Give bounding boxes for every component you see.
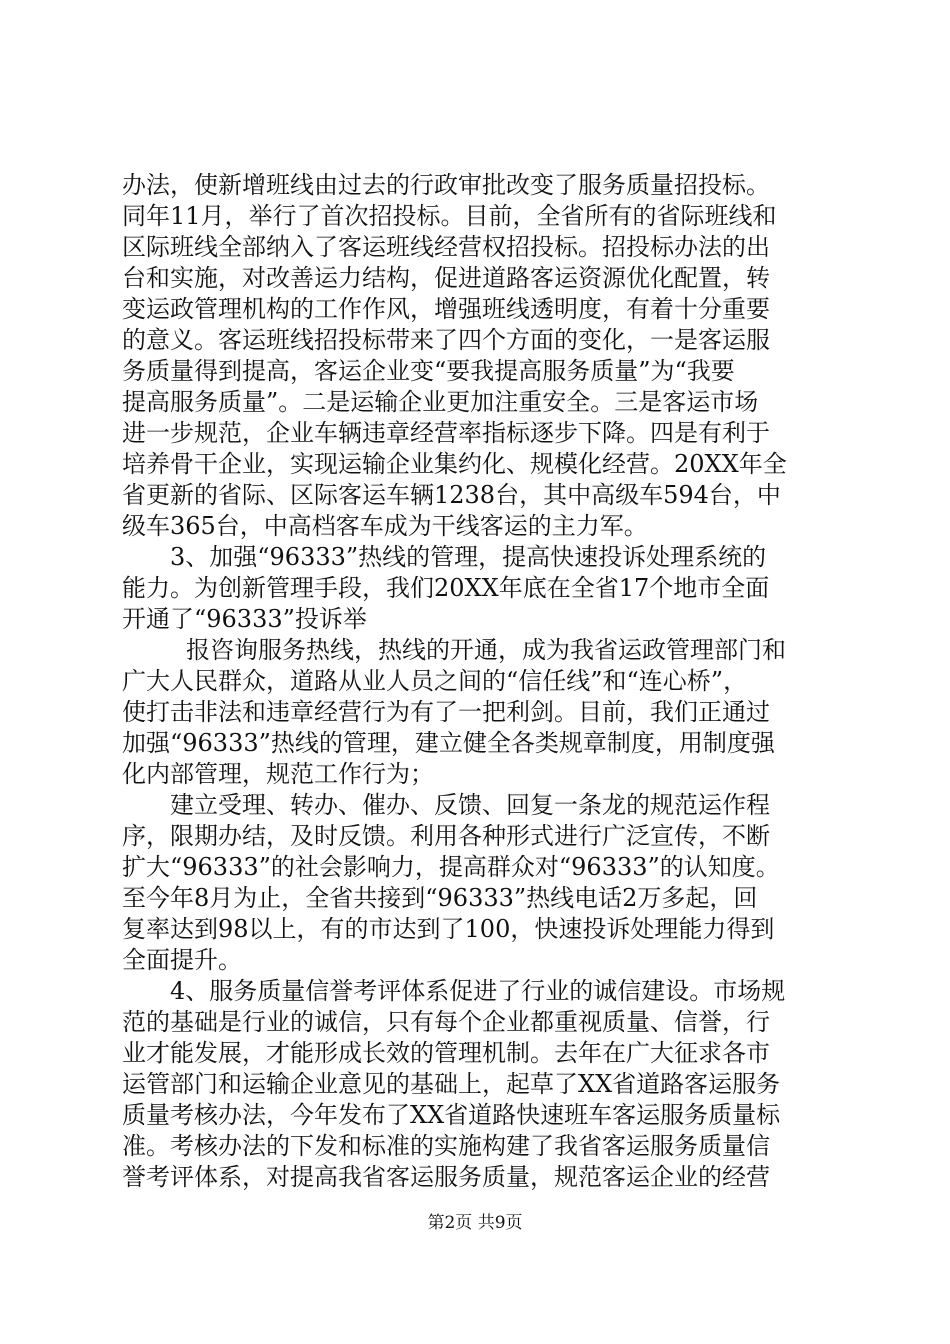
paragraph-start-line: 报咨询服务热线，热线的开通，成为我省运政管理部门和 bbox=[186, 636, 786, 664]
text-line: 能力。为创新管理手段，我们20XX年底在全省17个地市全面 bbox=[122, 574, 770, 602]
text-line: 务质量得到提高，客运企业变“要我提高服务质量”为“我要 bbox=[122, 357, 735, 385]
text-line: 质量考核办法，今年发布了XX省道路快速班车客运服务质量标 bbox=[122, 1101, 781, 1129]
text-line: 省更新的省际、区际客运车辆1238台，其中高级车594台，中 bbox=[122, 481, 781, 509]
text-line: 提高服务质量”。二是运输企业更加注重安全。三是客运市场 bbox=[122, 388, 759, 416]
text-line: 台和实施，对改善运力结构，促进道路客运资源优化配置，转 bbox=[122, 264, 770, 292]
paragraph-start-line: 建立受理、转办、催办、反馈、回复一条龙的规范运作程 bbox=[170, 791, 770, 819]
text-line: 变运政管理机构的工作作风，增强班线透明度，有着十分重要 bbox=[122, 295, 770, 323]
text-line: 开通了“96333”投诉举 bbox=[122, 605, 367, 633]
text-line: 序，限期办结，及时反馈。利用各种形式进行广泛宣传，不断 bbox=[122, 822, 770, 850]
text-line: 复率达到98以上，有的市达到了100，快速投诉处理能力得到 bbox=[122, 915, 775, 943]
body-text bbox=[122, 170, 834, 1193]
text-line: 的意义。客运班线招投标带来了四个方面的变化，一是客运服 bbox=[122, 326, 770, 354]
text-line: 加强“96333”热线的管理，建立健全各类规章制度，用制度强 bbox=[122, 729, 775, 757]
text-line: 范的基础是行业的诚信，只有每个企业都重视质量、信誉，行 bbox=[122, 1008, 770, 1036]
text-line: 誉考评体系，对提高我省客运服务质量，规范客运企业的经营 bbox=[122, 1163, 770, 1191]
text-line: 运管部门和运输企业意见的基础上，起草了XX省道路客运服务 bbox=[122, 1070, 781, 1098]
paragraph-start-line: 4、服务质量信誉考评体系促进了行业的诚信建设。市场规 bbox=[170, 977, 786, 1005]
text-line: 使打击非法和违章经营行为有了一把利剑。目前，我们正通过 bbox=[122, 698, 770, 726]
text-line: 广大人民群众，道路从业人员之间的“信任线”和“连心桥”， bbox=[122, 667, 748, 695]
text-line: 化内部管理，规范工作行为； bbox=[122, 760, 434, 788]
page-number-footer: 第2页 共9页 bbox=[427, 1213, 523, 1233]
text-line: 同年11月，举行了首次招投标。目前，全省所有的省际班线和 bbox=[122, 202, 777, 230]
text-line: 至今年8月为止，全省共接到“96333”热线电话2万多起，回 bbox=[122, 884, 758, 912]
text-line: 培养骨干企业，实现运输企业集约化、规模化经营。20XX年全 bbox=[122, 450, 787, 478]
text-line: 办法，使新增班线由过去的行政审批改变了服务质量招投标。 bbox=[122, 171, 770, 199]
paragraph-start-line: 3、加强“96333”热线的管理，提高快速投诉处理系统的 bbox=[170, 543, 767, 571]
text-line: 进一步规范，企业车辆违章经营率指标逐步下降。四是有利于 bbox=[122, 419, 770, 447]
text-line: 业才能发展，才能形成长效的管理机制。去年在广大征求各市 bbox=[122, 1039, 770, 1067]
text-line: 区际班线全部纳入了客运班线经营权招投标。招投标办法的出 bbox=[122, 233, 770, 261]
text-line: 全面提升。 bbox=[122, 946, 242, 974]
text-line: 扩大“96333”的社会影响力，提高群众对“96333”的认知度。 bbox=[122, 853, 780, 881]
text-line: 准。考核办法的下发和标准的实施构建了我省客运服务质量信 bbox=[122, 1132, 770, 1160]
text-line: 级车365台，中高档客车成为干线客运的主力军。 bbox=[122, 512, 648, 540]
